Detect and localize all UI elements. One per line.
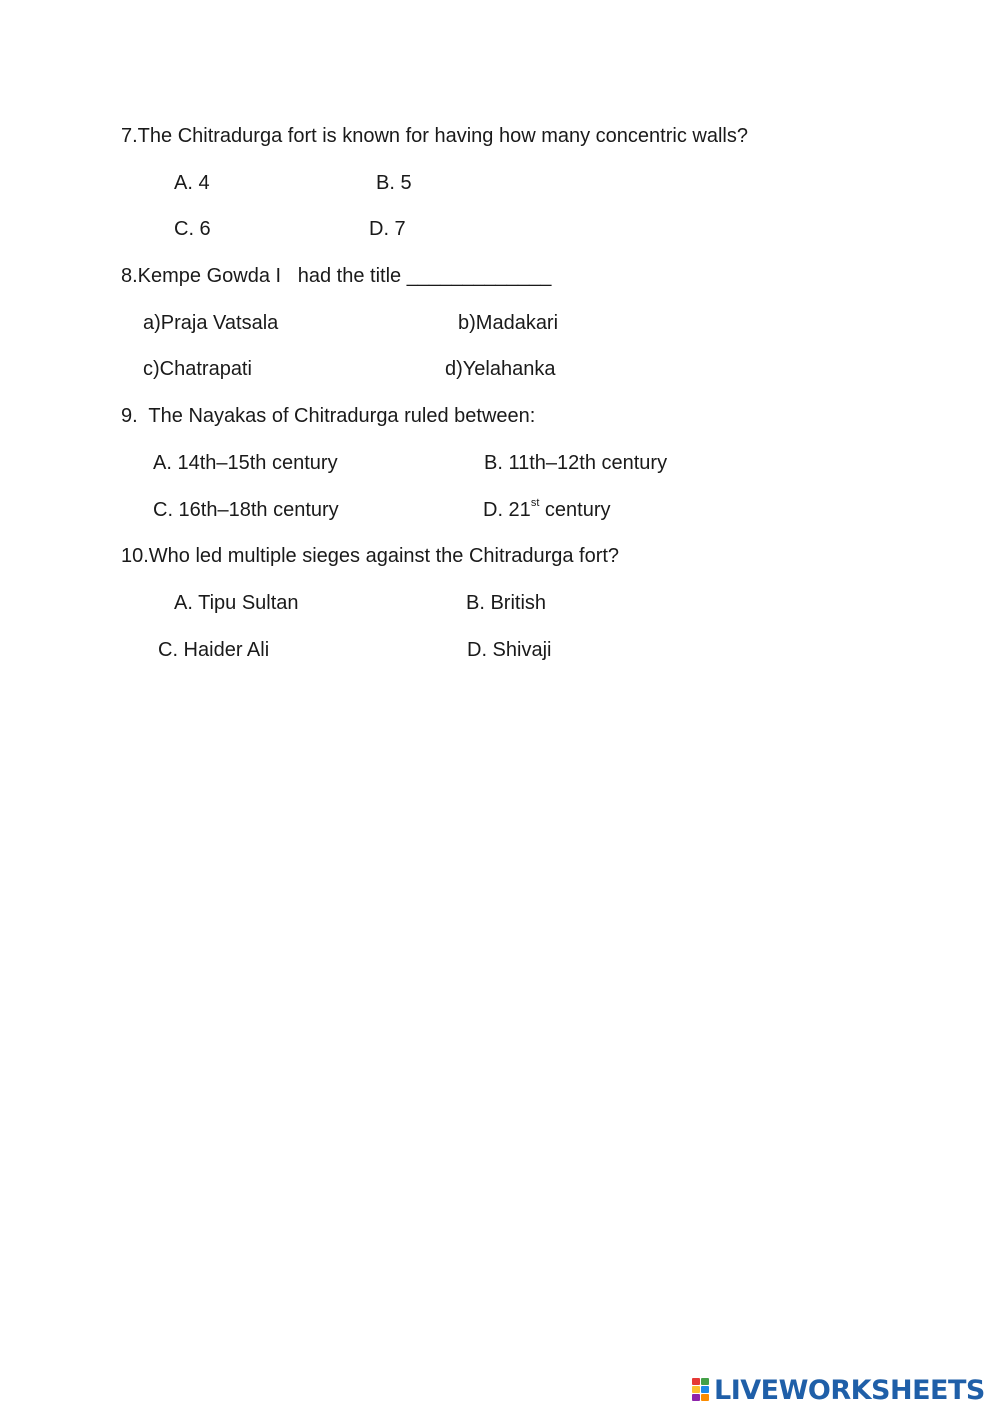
question-9-option-b: B. 11th–12th century [484, 452, 668, 474]
question-9-option-d-suffix: century [539, 499, 611, 521]
question-10-option-a: A. Tipu Sultan [174, 592, 299, 614]
liveworksheets-logo [692, 1374, 985, 1406]
question-9-option-d [483, 497, 611, 523]
question-8-option-c: c)Chatrapati [143, 358, 252, 380]
question-9-option-c: C. 16th–18th century [153, 499, 339, 521]
question-10-option-c: C. Haider Ali [158, 639, 270, 661]
question-10-text: 10.Who led multiple sieges against the Chitradurga fort? [121, 545, 620, 567]
liveworksheets-logo-text: LIVEWORKSHEETS [714, 1374, 985, 1406]
logo-tile-1 [692, 1378, 700, 1385]
question-9-text: 9. The Nayakas of Chitradurga ruled between: [121, 405, 536, 427]
question-10-option-d: D. Shivaji [467, 639, 552, 661]
logo-tile-2 [701, 1378, 709, 1385]
logo-tile-4 [701, 1386, 709, 1393]
question-8-option-b: b)Madakari [458, 312, 559, 334]
question-10-option-b: B. British [466, 592, 547, 614]
logo-tile-6 [701, 1394, 709, 1401]
question-9-option-d-main: D. 21 [483, 499, 531, 521]
question-9-option-a: A. 14th–15th century [153, 452, 338, 474]
question-8-text: 8.Kempe Gowda I had the title _____________ [121, 265, 552, 287]
logo-tile-3 [692, 1386, 700, 1393]
question-7-option-c: C. 6 [174, 218, 211, 240]
question-9-option-d-superscript: st [530, 497, 540, 510]
question-7-option-b: B. 5 [376, 172, 412, 194]
question-8-option-a: a)Praja Vatsala [143, 312, 279, 334]
liveworksheets-logo-icon [692, 1378, 710, 1402]
question-7-option-d: D. 7 [369, 218, 406, 240]
question-8-option-d: d)Yelahanka [445, 358, 556, 380]
question-7-text: 7.The Chitradurga fort is known for having how many concentric walls? [121, 125, 748, 147]
question-7-option-a: A. 4 [174, 172, 210, 194]
logo-tile-5 [692, 1394, 700, 1401]
